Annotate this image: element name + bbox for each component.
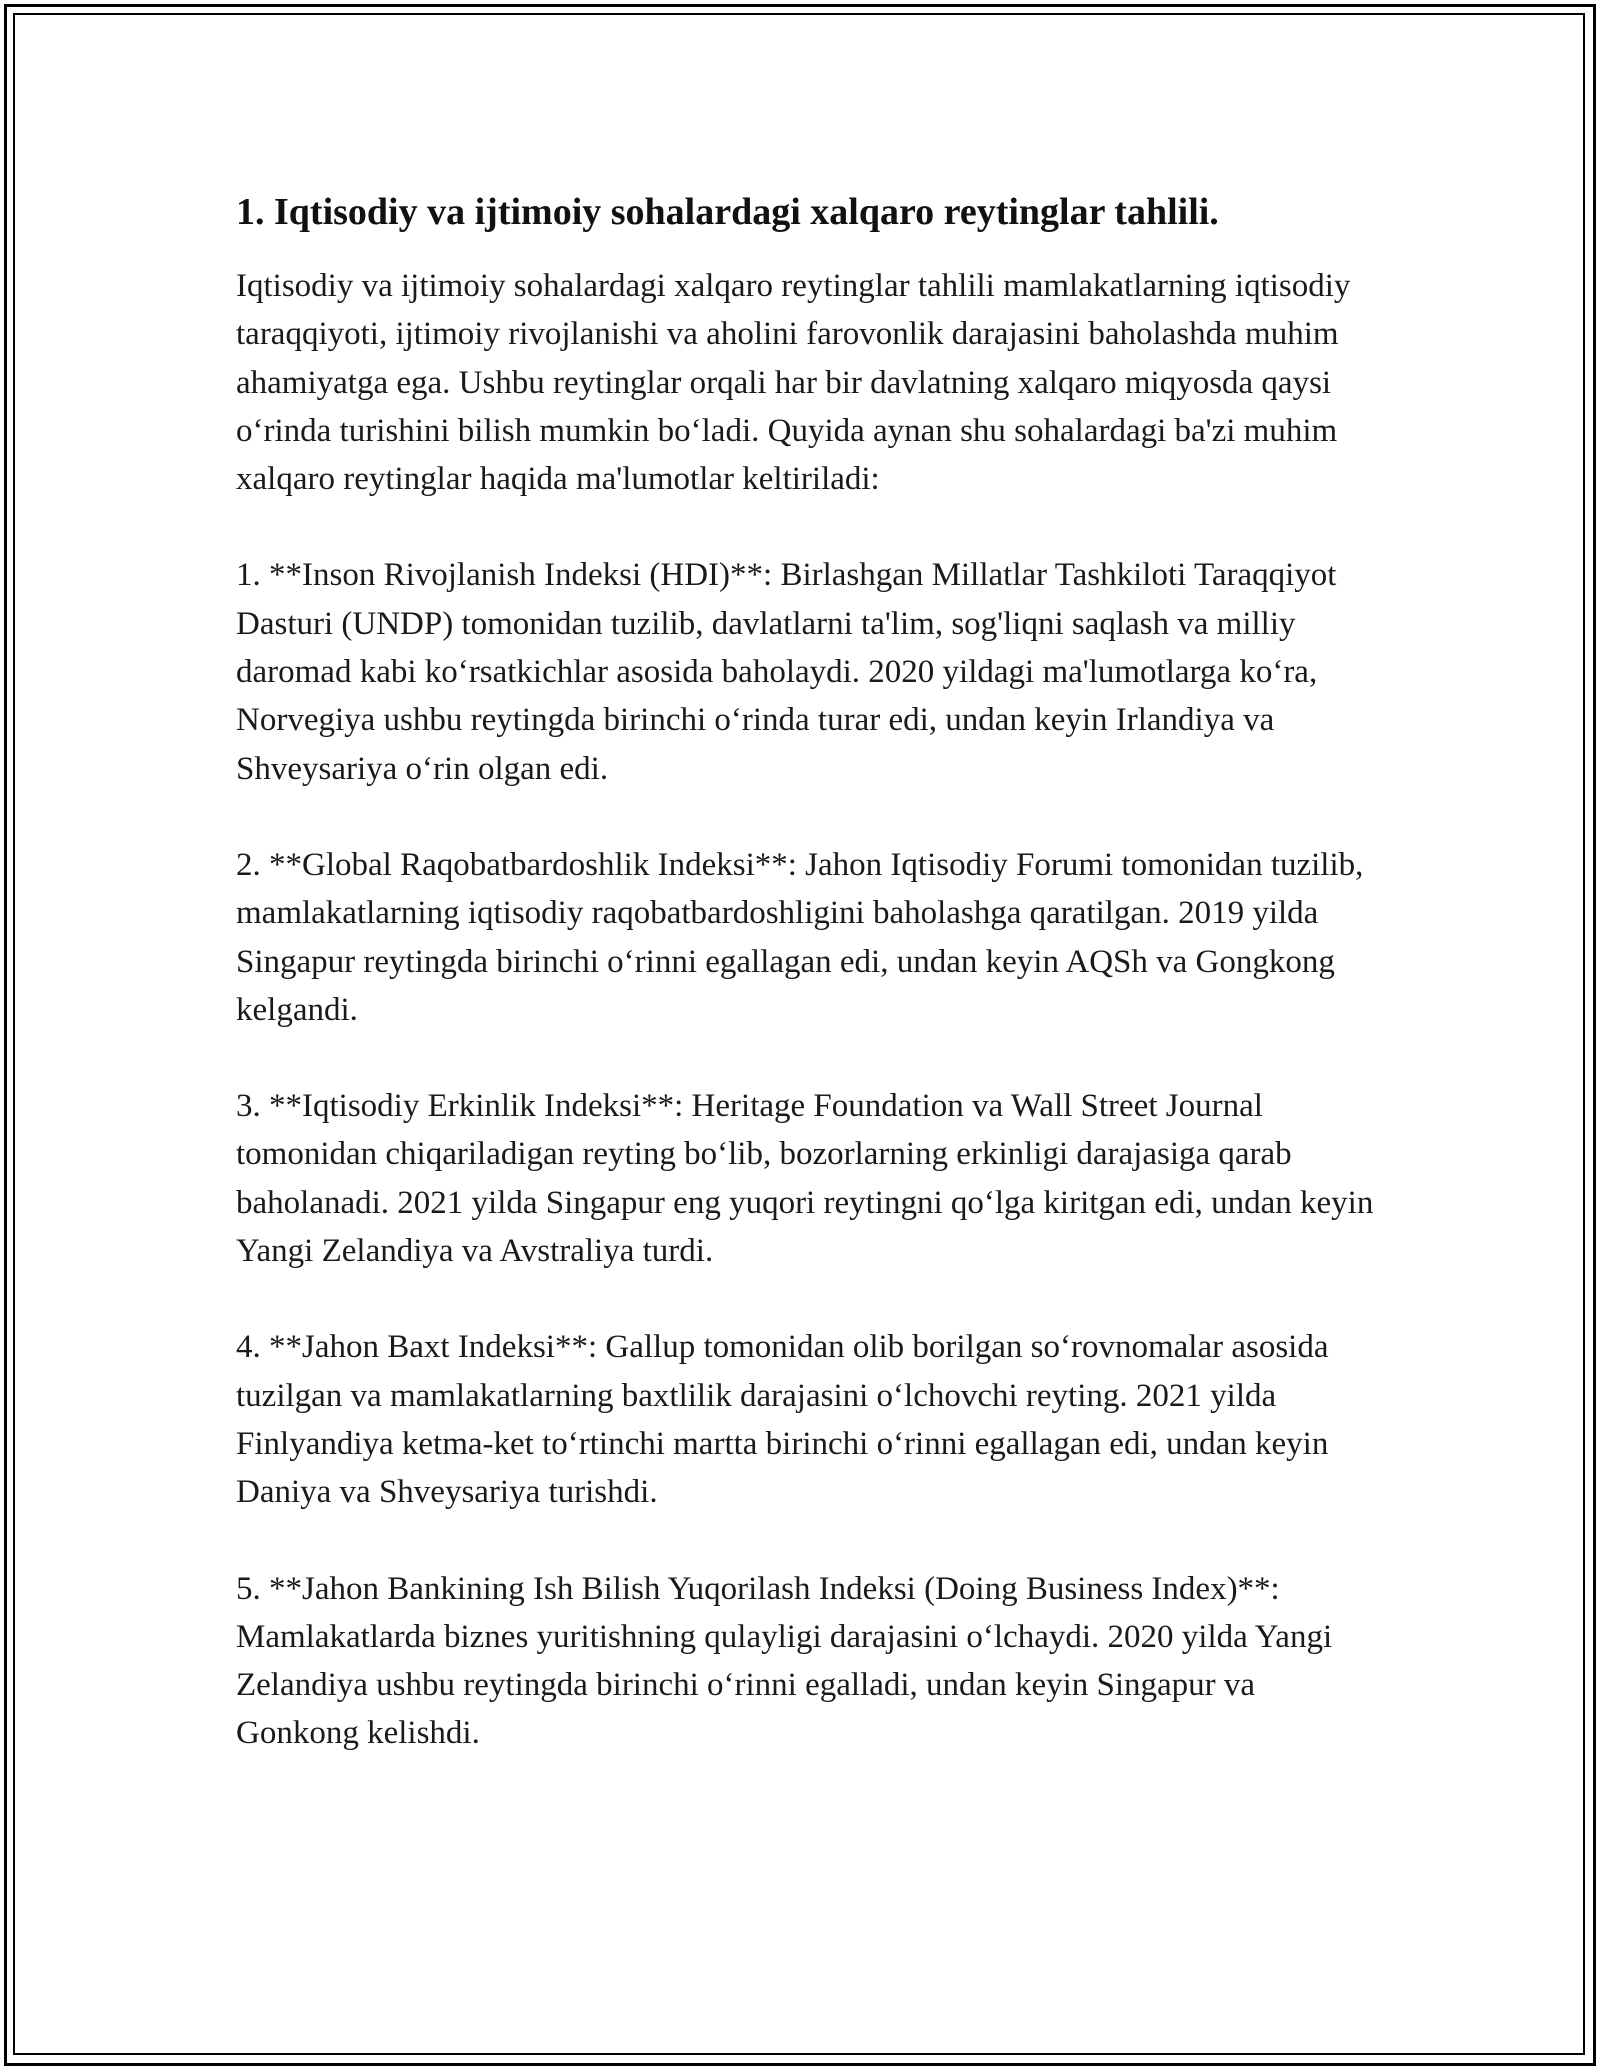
list-item-economic-freedom: 3. **Iqtisodiy Erkinlik Indeksi**: Heritage Foundation va Wall Street Journal tomonidan chiqariladigan reyting bo‘lib, bozorlarning erkinligi darajasiga qarab baholanadi. 2021 yilda Singapur eng yuqori reytingni qo‘lga kiritgan edi, undan keyin Yangi Zelandiya va Avstraliya turdi. xyxy=(236,1088,1374,1270)
section-heading: 1. Iqtisodiy va ijtimoiy sohalardagi xalqaro reytinglar tahlili. xyxy=(236,191,1219,233)
list-item-happiness: 4. **Jahon Baxt Indeksi**: Gallup tomonidan olib borilgan so‘rovnomalar asosida tuzilgan va mamlakatlarning baxtlilik darajasini o‘lchovchi reyting. 2021 yilda Finlyandiya ketma-ket to‘rtinchi martta birinchi o‘rinni egallagan edi, undan keyin Daniya va Shveysariya turishdi. xyxy=(236,1329,1329,1511)
document-body xyxy=(236,188,1376,1806)
list-item-hdi: 1. **Inson Rivojlanish Indeksi (HDI)**: Birlashgan Millatlar Tashkiloti Taraqqiyot Dasturi (UNDP) tomonidan tuzilib, davlatlarni ta'lim, sog'liqni saqlash va milliy daromad kabi ko‘rsatkichlar asosida baholaydi. 2020 yildagi ma'lumotlarga ko‘ra, Norvegiya ushbu reytingda birinchi o‘rinda turar edi, undan keyin Irlandiya va Shveysariya o‘rin olgan edi. xyxy=(236,557,1337,787)
intro-paragraph: Iqtisodiy va ijtimoiy sohalardagi xalqaro reytinglar tahlili mamlakatlarning iqtisodiy taraqqiyoti, ijtimoiy rivojlanishi va aholini farovonlik darajasini baholashda muhim ahamiyatga ega. Ushbu reytinglar orqali har bir davlatning xalqaro miqyosda qaysi o‘rinda turishini bilish mumkin bo‘ladi. Quyida aynan shu sohalardagi ba'zi muhim xalqaro reytinglar haqida ma'lumotlar keltiriladi: xyxy=(236,268,1351,498)
list-item-competitiveness: 2. **Global Raqobatbardoshlik Indeksi**: Jahon Iqtisodiy Forumi tomonidan tuzilib, mamlakatlarning iqtisodiy raqobatbardoshligini baholashga qaratilgan. 2019 yilda Singapur reytingda birinchi o‘rinni egallagan edi, undan keyin AQSh va Gongkong kelgandi. xyxy=(236,846,1364,1028)
list-item-doing-business: 5. **Jahon Bankining Ish Bilish Yuqorilash Indeksi (Doing Business Index)**: Mamlakatlarda biznes yuritishning qulayligi darajasini o‘lchaydi. 2020 yilda Yangi Zelandiya ushbu reytingda birinchi o‘rinni egalladi, undan keyin Singapur va Gonkong kelishdi. xyxy=(236,1570,1333,1752)
